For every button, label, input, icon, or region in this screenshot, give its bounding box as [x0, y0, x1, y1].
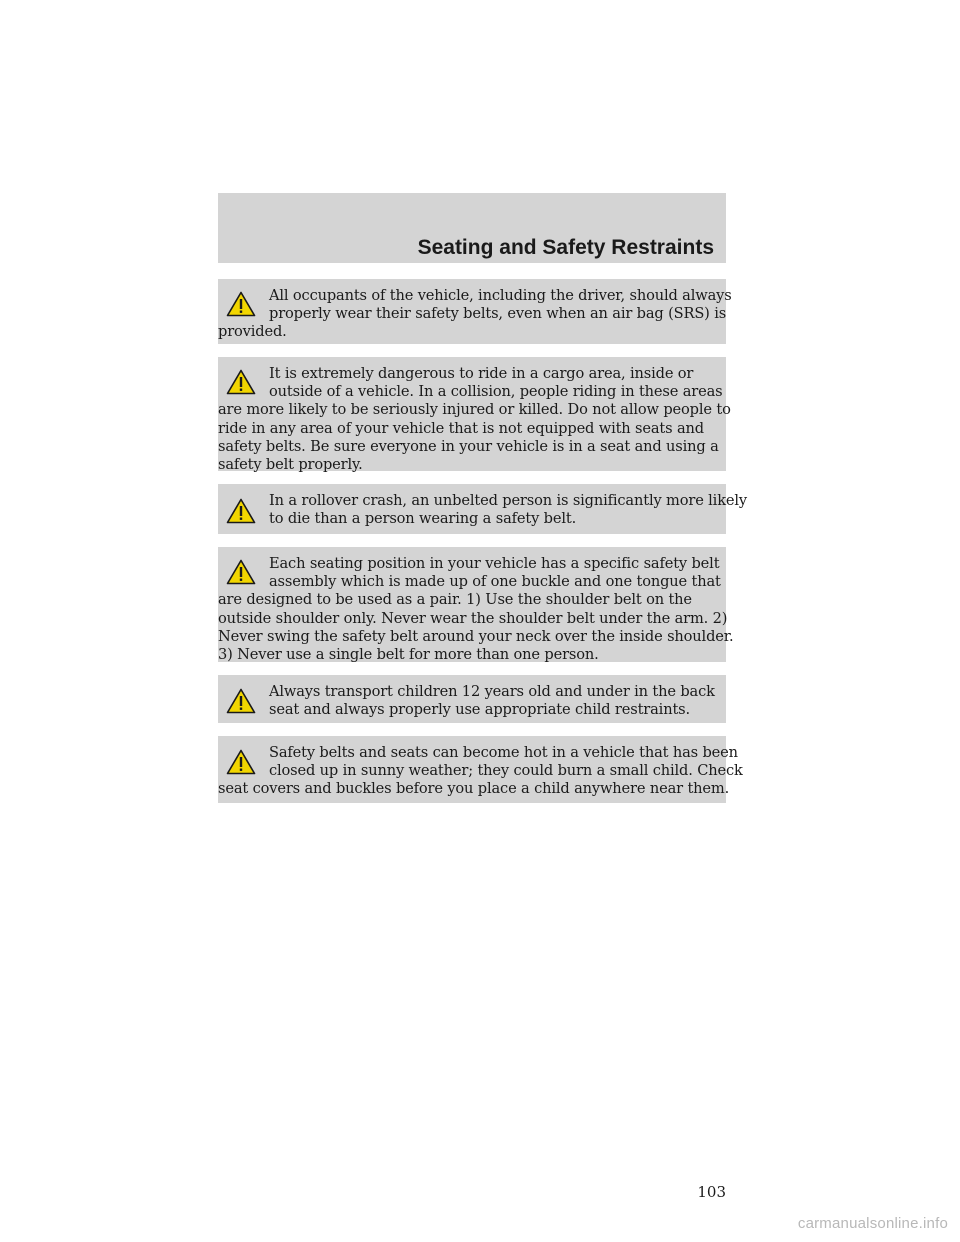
warning-line: Never swing the safety belt around your neck over the inside shoulder. — [218, 627, 734, 645]
warning-box — [218, 736, 743, 803]
warning-line: 3) Never use a single belt for more than one person. — [218, 646, 599, 664]
warning-line: ride in any area of your vehicle that is not equipped with seats and — [218, 419, 704, 437]
warning-text — [218, 683, 726, 719]
watermark: carmanualsonline.info — [797, 1215, 948, 1232]
warning-box — [218, 357, 731, 474]
warning-text — [218, 555, 734, 664]
warning-line: are designed to be used as a pair. 1) Use the shoulder belt on the — [218, 591, 692, 609]
warning-line: Safety belts and seats can become hot in a vehicle that has been — [269, 744, 738, 761]
warning-line: In a rollover crash, an unbelted person is significantly more likely — [269, 492, 747, 509]
section-title: Seating and Safety Restraints — [417, 236, 714, 259]
warning-line: properly wear their safety belts, even when an air bag (SRS) is — [269, 305, 727, 323]
warning-box — [218, 675, 726, 723]
warning-line: closed up in sunny weather; they could burn a small child. Check — [269, 762, 743, 780]
page-number: 103 — [697, 1183, 726, 1201]
section-header — [218, 193, 726, 263]
warning-text — [218, 744, 743, 799]
warning-line: provided. — [218, 323, 287, 341]
warning-box — [218, 484, 747, 534]
warning-line: It is extremely dangerous to ride in a cargo area, inside or — [269, 365, 694, 382]
warning-line: safety belt properly. — [218, 456, 363, 474]
warning-line: assembly which is made up of one buckle and one tongue that — [269, 573, 721, 591]
warning-box — [218, 547, 734, 664]
warning-text — [218, 492, 747, 528]
warning-line: outside of a vehicle. In a collision, people riding in these areas — [269, 383, 723, 401]
warning-text — [218, 365, 731, 474]
warning-line: Each seating position in your vehicle has a specific safety belt — [269, 555, 720, 572]
warning-box — [218, 279, 732, 344]
warning-line: outside shoulder only. Never wear the shoulder belt under the arm. 2) — [218, 609, 728, 627]
warning-line: seat and always properly use appropriate child restraints. — [269, 701, 690, 719]
warning-text — [218, 287, 732, 342]
warning-line: seat covers and buckles before you place a child anywhere near them. — [218, 780, 730, 798]
warning-line: All occupants of the vehicle, including the driver, should always — [269, 287, 732, 304]
warning-line: are more likely to be seriously injured or killed. Do not allow people to — [218, 401, 731, 419]
warning-line: to die than a person wearing a safety belt. — [269, 510, 577, 528]
warning-line: Always transport children 12 years old and under in the back — [269, 683, 715, 700]
warning-line: safety belts. Be sure everyone in your vehicle is in a seat and using a — [218, 437, 719, 455]
